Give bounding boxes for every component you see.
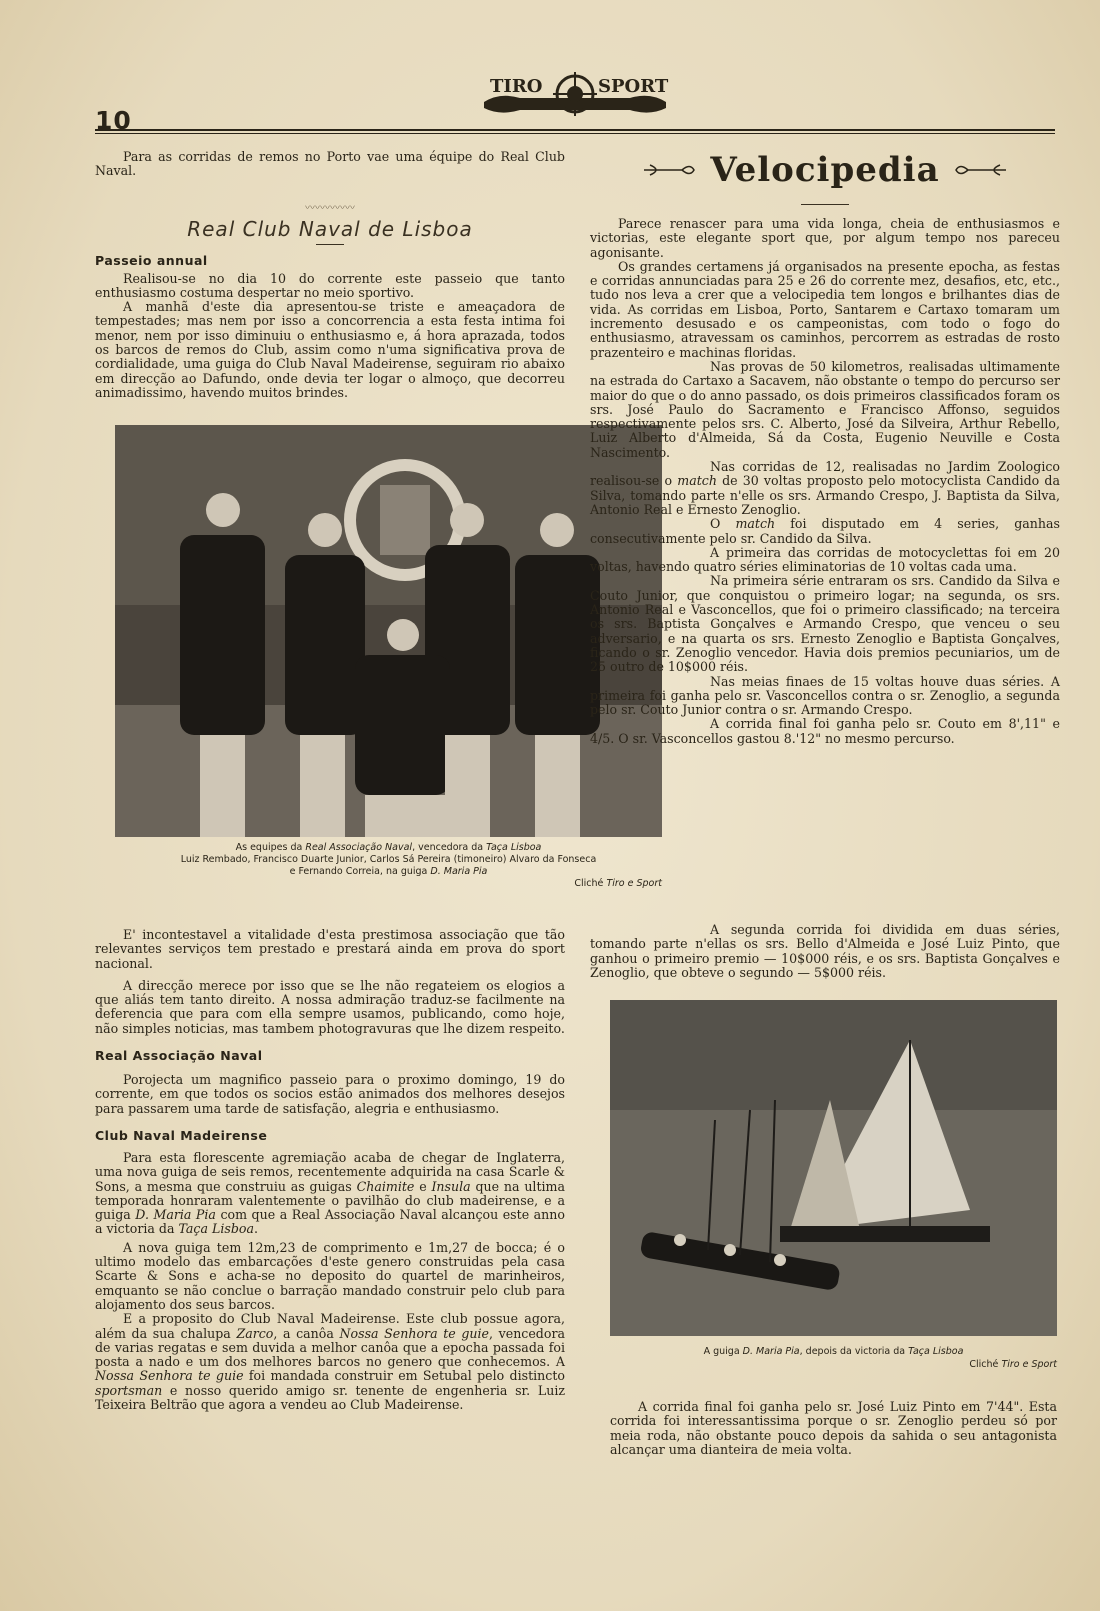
boat-name: Chaimite <box>356 1178 415 1194</box>
boat-photograph <box>610 1000 1057 1336</box>
caption-text: As equipes da <box>235 842 303 853</box>
paragraph: Na primeira série entraram os srs. Candido da Silva e Couto Junior, que conquistou o primeiro logar; na segunda, os srs. Antonio Real e Vasconcellos, que foi o primeiro classificado; na terceira os srs. Baptista Gonçalves e Armando Crespo, que venceu o seu adversario, e na quarta os srs. Ernesto Zenoglio e Baptista Gonçalves, ficando o sr. Zenoglio vencedor. Havia dois premios pecuniarios, um de 25 outro de 10$000 réis. <box>590 573 1060 675</box>
caption-text: A guiga <box>703 1346 740 1357</box>
credit-source: Tiro e Sport <box>1001 1359 1057 1370</box>
subhead-club-naval-madeirense: Club Naval Madeirense <box>95 1127 268 1143</box>
paragraph: E' incontestavel a vitalidade d'esta prestimosa associação que tão relevantes serviços tem prestado e prestará ainda em prova do sport nacional. <box>95 927 565 971</box>
paragraph: Os grandes certamens já organisados na presente epocha, as festas e corridas annunciadas para 25 e 26 do corrente mez, desafios, etc, etc., tudo nos leva a crer que a velocipedia tem longos e brilhantes dias de vida. As corridas em Lisboa, Porto, Santarem e Cartaxo tomaram um incremento desusado e os campeonistas, com todo o fogo do enthusiasmo, atravessam os caminhos, percorrem as estradas de rosto prazenteiro e machinas floridas. <box>590 258 1060 360</box>
right-column-bottom <box>610 1400 1057 1457</box>
paragraph: A direcção merece por isso que se lhe não regateiem os elogios a que aliás tem tanto direito. A nossa admiração traduz-se facilmente na deferencia que para com ella sempre usamos, publicando, como hoje, não simples noticias, mas tambem photogravuras que lhe dizem respeito. <box>95 977 565 1036</box>
header-rule-thin <box>95 133 1055 134</box>
italic-word: match <box>735 516 776 532</box>
wavy-divider: 〰〰〰〰〰 <box>305 202 355 214</box>
paragraph <box>95 1151 565 1237</box>
text: Para esta florescente agremiação acaba de chegar de Inglaterra, uma nova guiga de seis remos, recentemente adquirida na casa Scarle & Sons, a mesma que construiu as guigas <box>95 1149 565 1194</box>
caption-club: Real Associação Naval <box>305 842 413 853</box>
section-title-real-club-naval: Real Club Naval de Lisboa <box>187 216 473 241</box>
text: . <box>254 1221 259 1237</box>
text: E a proposito do Club Naval Madeirense. Este club possue agora, além da sua chalupa <box>95 1311 565 1341</box>
text: foi mandada construir em Setubal pelo distincto <box>248 1368 565 1384</box>
paragraph: A segunda corrida foi dividida em duas séries, tomando parte n'ellas os srs. Bello d'Almeida e José Luiz Pinto, que ganhou o primeiro premio — 10$000 réis, e os srs. Baptista Gonçalves e Zenoglio, que obteve o segundo — 5$000 réis. <box>590 922 1060 980</box>
photo-credit <box>610 1358 1057 1371</box>
masthead-logo <box>480 68 670 120</box>
text: que na ultima temporada honraram valentemente o pavilhão do club madeirense, e a guiga <box>95 1178 565 1223</box>
paragraph: Nas meias finaes de 15 voltas houve duas séries. A primeira foi ganha pelo sr. Vasconcellos contra o sr. Zenoglio, a segunda pelo sr. Couto Junior contra o sr. Armando Crespo. <box>590 673 1060 718</box>
boat-name: Insula <box>431 1178 471 1194</box>
paragraph: A primeira das corridas de motocyclettas foi em 20 voltas, havendo quatro séries eliminatorias de 10 voltas cada uma. <box>590 544 1060 575</box>
paragraph: Porojecta um magnifico passeio para o proximo domingo, 19 do corrente, em que todos os socios estão animados dos melhores desejos para passarem uma tarde de satisfação, alegria e enthusiasmo. <box>95 1072 565 1116</box>
caption-line <box>115 866 662 878</box>
caption-names: Luiz Rembado, Francisco Duarte Junior, Carlos Sá Pereira (timoneiro) Alvaro da Fonseca <box>180 854 597 865</box>
text: e nosso querido amigo sr. tenente de engenheria sr. Luiz Teixeira Beltrão que agora a vendeu ao Club Madeirense. <box>95 1382 565 1413</box>
page-number: 10 <box>95 106 132 135</box>
paragraph: A manhã d'este dia apresentou-se triste e ameaçadora de tempestades; mas nem por isso a concorrencia a esta festa intima foi menor, nem por isso diminuiu o enthusiasmo e, á hora aprazada, todos os barcos de remos do Club, assim como n'uma significativa prova de cordialidade, uma guiga do Club Naval Madeirense, seguiram rio abaixo em direcção ao Dafundo, onde devia ter logar o almoço, que decorreu animadissimo, havendo muitos brindes. <box>95 299 565 400</box>
text: foi disputado em 4 series, ganhas consecutivamente pelo sr. Candido da Silva. <box>590 516 1060 546</box>
subhead-real-associacao-naval: Real Associação Naval <box>95 1048 263 1064</box>
svg-text:SPORT: SPORT <box>598 76 669 97</box>
paragraph: A nova guiga tem 12m,23 de comprimento e 1m,27 de bocca; é o ultimo modelo das embarcações d'este genero construidas pela casa Scarte & Sons e acha-se no deposito do quartel de marinheiros, emquanto se não conclue o barração mandado construir pelo club para alojamento dos seus barcos. <box>95 1239 565 1312</box>
caption-boat: D. Maria Pia <box>742 1346 800 1357</box>
caption-line <box>610 1345 1057 1358</box>
caption-line <box>115 842 662 854</box>
right-column-mid <box>590 923 1060 980</box>
text: , vencedora de varias regatas e sem duvida a melhor canôa que a epocha passada foi posta a nado e um dos melhores barcos no genero que conhecemos. A <box>95 1325 565 1370</box>
text: , a canôa <box>273 1325 334 1341</box>
caption-text: , vencedora da <box>412 842 484 853</box>
boat-name: Nossa Senhora te guie <box>339 1325 489 1341</box>
boat-name: D. Maria Pia <box>135 1207 216 1223</box>
team-photograph <box>115 425 662 837</box>
right-column <box>590 150 1060 746</box>
caption-text: e Fernando Correia, na guiga <box>289 866 428 877</box>
text: e <box>419 1178 427 1194</box>
text: de 30 voltas proposto pelo motocyclista Candido da Silva, tomando parte n'elle os srs. Armando Crespo, J. Baptista da Silva, Antonio Real e Ernesto Zenoglio. <box>590 473 1060 517</box>
velocipedia-title: Velocipedia <box>710 150 940 190</box>
subhead-passeio-annual: Passeio annual <box>95 252 208 268</box>
credit-label: Cliché <box>574 878 604 889</box>
caption-cup: Taça Lisboa <box>908 1346 964 1357</box>
photo2-caption <box>610 1345 1057 1371</box>
credit-source: Tiro e Sport <box>606 878 662 889</box>
paragraph: Parece renascer para uma vida longa, cheia de enthusiasmos e victorias, este elegante sport que, por algum tempo nos pareceu agonisante. <box>590 216 1060 260</box>
intro-paragraph: Para as corridas de remos no Porto vae uma équipe do Real Club Naval. <box>95 149 565 179</box>
caption-text: , depois da victoria da <box>799 1346 906 1357</box>
photo1-caption <box>115 842 662 889</box>
caption-cup: Taça Lisboa <box>486 842 542 853</box>
paragraph <box>590 517 1060 546</box>
italic-word: match <box>677 473 717 489</box>
boat-name: Zarco <box>236 1325 274 1341</box>
photo-credit <box>574 878 662 890</box>
credit-label: Cliché <box>969 1359 999 1370</box>
header-rule <box>95 129 1055 131</box>
title-rule <box>316 244 344 245</box>
title-rule <box>801 204 849 205</box>
svg-text:TIRO: TIRO <box>490 76 543 97</box>
text: com que a Real Associação Naval alcançou este anno a victoria da <box>95 1207 565 1237</box>
paragraph <box>590 460 1060 517</box>
paragraph: A corrida final foi ganha pelo sr. Couto em 8',11" e 4/5. O sr. Vasconcellos gastou 8.'12" no mesmo percurso. <box>590 716 1060 746</box>
paragraph: A corrida final foi ganha pelo sr. José Luiz Pinto em 7'44". Esta corrida foi interessantissima porque o sr. Zenoglio perdeu só por meia roda, não obstante pouco depois da sahida o seu antagonista alcançar uma dianteira de meia volta. <box>610 1399 1057 1457</box>
text: Nas corridas de 12, realisadas no Jardim Zoologico realisou-se o <box>590 459 1060 489</box>
italic-word: sportsman <box>95 1382 163 1398</box>
ornament-left-icon <box>642 161 696 179</box>
paragraph: Nas provas de 50 kilometros, realisadas ultimamente na estrada do Cartaxo a Sacavem, não obstante o tempo do percurso ser maior do que o do anno passado, os dois primeiros classificados foram os srs. José Paulo do Sacramento e Francisco Affonso, seguidos respectivamente pelos srs. C. Alberto, José da Silveira, Arthur Rebello, Luiz Alberto d'Almeida, Sá da Costa, Eugenio Neuville e Costa Nascimento. <box>590 358 1060 460</box>
text: O <box>710 516 721 532</box>
ornament-right-icon <box>954 161 1008 179</box>
paragraph: Realisou-se no dia 10 do corrente este passeio que tanto enthusiasmo costuma despertar no meio sportivo. <box>95 270 565 300</box>
left-column-bottom <box>95 928 565 1412</box>
paragraph <box>95 1312 565 1412</box>
cup-name: Taça Lisboa <box>178 1221 255 1237</box>
velocipedia-header <box>590 150 1060 190</box>
left-column-top <box>95 150 565 400</box>
boat-name: Nossa Senhora te guie <box>95 1368 244 1384</box>
caption-boat: D. Maria Pia <box>430 866 488 877</box>
